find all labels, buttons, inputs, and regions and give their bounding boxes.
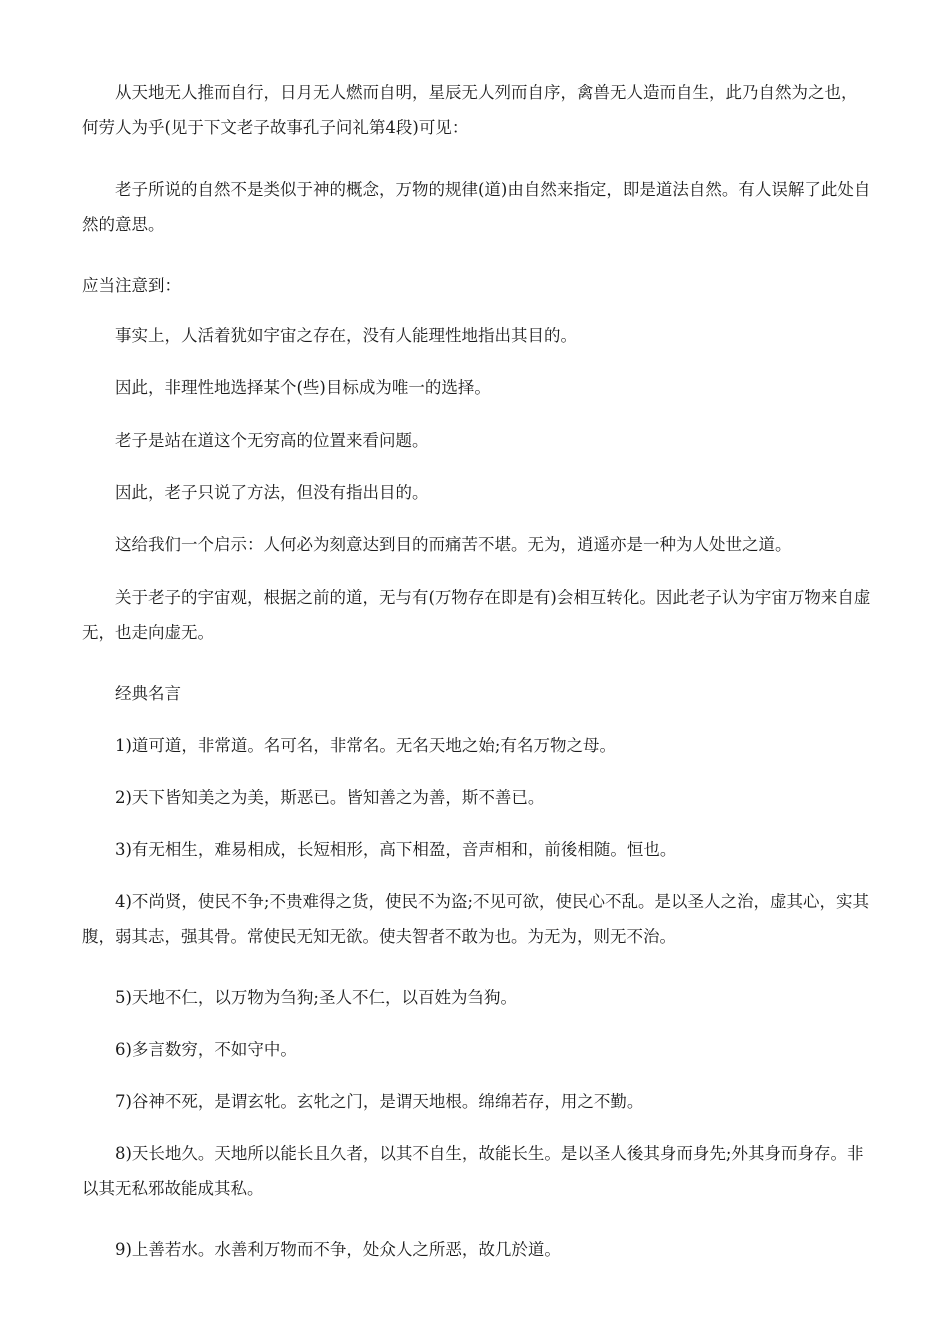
paragraph-point-4: 因此，老子只说了方法，但没有指出目的。 bbox=[115, 483, 429, 502]
section-heading-quotes: 经典名言 bbox=[115, 684, 181, 703]
paragraph-nature-intro: 从天地无人推而自行，日月无人燃而自明，星辰无人列而自序，禽兽无人造而自生，此乃自然为之也，何劳人为乎(见于下文老子故事孔子问礼第4段)可见： bbox=[82, 83, 858, 137]
quote-item-7: 7)谷神不死，是谓玄牝。玄牝之门，是谓天地根。绵绵若存，用之不勤。 bbox=[115, 1092, 644, 1111]
quote-item-5: 5)天地不仁，以万物为刍狗;圣人不仁，以百姓为刍狗。 bbox=[115, 988, 517, 1007]
paragraph-point-2: 因此，非理性地选择某个(些)目标成为唯一的选择。 bbox=[115, 378, 491, 397]
paragraph-point-1: 事实上，人活着犹如宇宙之存在，没有人能理性地指出其目的。 bbox=[115, 326, 577, 345]
paragraph-point-3: 老子是站在道这个无穷高的位置来看问题。 bbox=[115, 431, 429, 450]
paragraph-cosmology: 关于老子的宇宙观，根据之前的道，无与有(万物存在即是有)会相互转化。因此老子认为宇宙万物来自虚无，也走向虚无。 bbox=[82, 588, 871, 642]
quote-item-9: 9)上善若水。水善利万物而不争，处众人之所恶，故几於道。 bbox=[115, 1240, 561, 1259]
quote-item-8: 8)天长地久。天地所以能长且久者，以其不自生，故能长生。是以圣人後其身而身先;外其身而身存。非以其无私邪故能成其私。 bbox=[82, 1144, 864, 1198]
quote-item-4: 4)不尚贤，使民不争;不贵难得之货，使民不为盗;不见可欲，使民心不乱。是以圣人之治，虚其心，实其腹，弱其志，强其骨。常使民无知无欲。使夫智者不敢为也。为无为，则无不治。 bbox=[82, 892, 870, 946]
paragraph-point-5: 这给我们一个启示：人何必为刻意达到目的而痛苦不堪。无为，逍遥亦是一种为人处世之道。 bbox=[115, 535, 792, 554]
paragraph-nature-explanation: 老子所说的自然不是类似于神的概念，万物的规律(道)由自然来指定，即是道法自然。有人误解了此处自然的意思。 bbox=[82, 180, 871, 234]
paragraph-note-heading: 应当注意到： bbox=[82, 276, 181, 295]
quote-item-6: 6)多言数穷，不如守中。 bbox=[115, 1040, 297, 1059]
quote-item-1: 1)道可道，非常道。名可名，非常名。无名天地之始;有名万物之母。 bbox=[115, 736, 616, 755]
quote-item-3: 3)有无相生，难易相成，长短相形，高下相盈，音声相和，前後相随。恒也。 bbox=[115, 840, 677, 859]
quote-item-2: 2)天下皆知美之为美，斯恶已。皆知善之为善，斯不善已。 bbox=[115, 788, 545, 807]
